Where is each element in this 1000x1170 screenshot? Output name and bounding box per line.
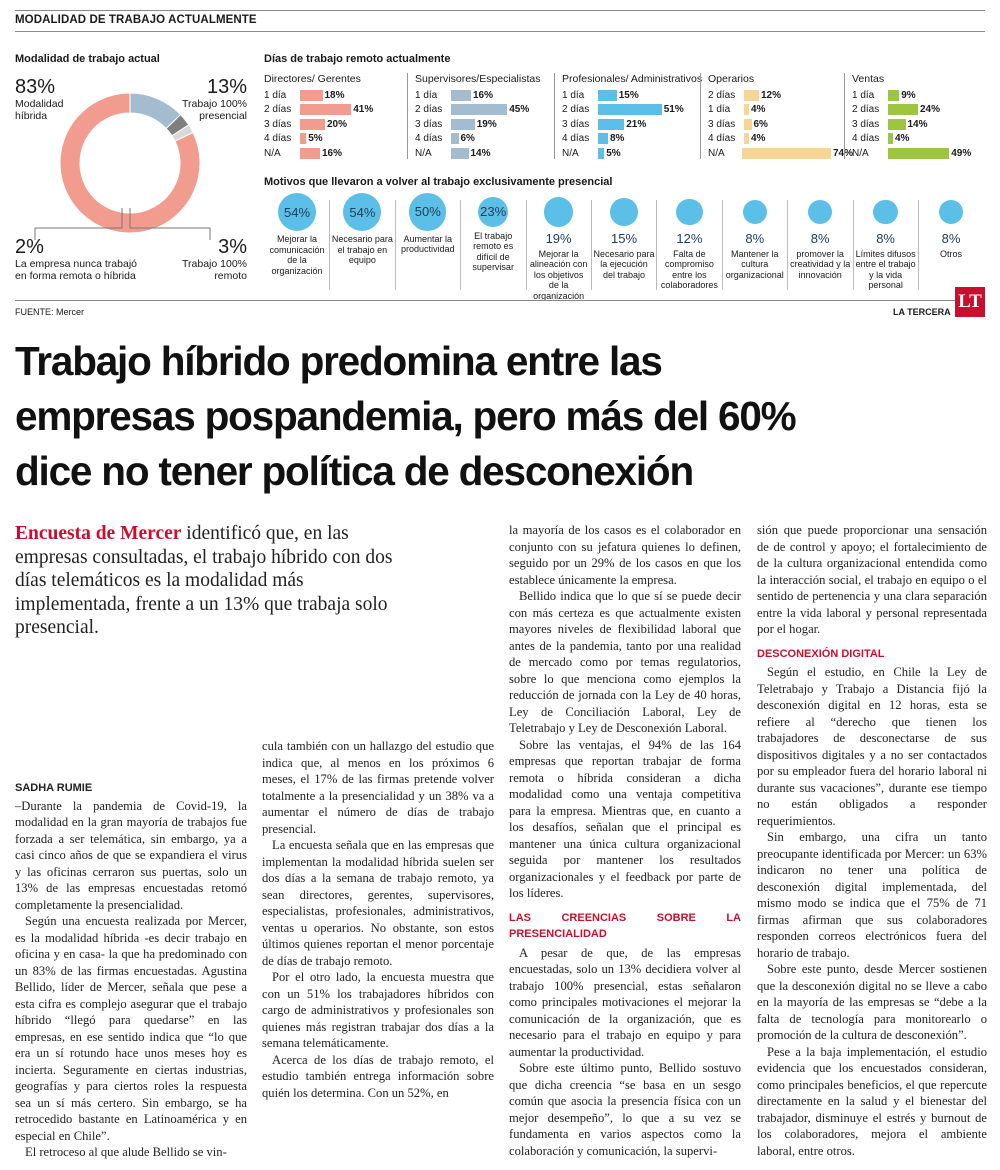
motive-divider (853, 200, 854, 290)
motive-divider (329, 200, 330, 290)
remote-bar (888, 148, 949, 159)
motive-divider (526, 200, 527, 290)
article-paragraph: Sobre las ventajas, el 94% de las 164 empresas que reportan trabajar de forma remota o híbrida consideran a dicha modalidad como una ventaja competitiva para la empresa. Mientras que, en cuanto a los desafíos, señalan que el principal es mantener una única cultura organizacional seguida por mantener los resultados organizacionales y el feedback por parte de los líderes. (509, 737, 741, 900)
remote-bar (888, 133, 893, 144)
donut-label-presencial-1: Trabajo 100% (182, 98, 247, 110)
remote-bar (888, 90, 899, 101)
headline (15, 334, 985, 499)
remote-bar (300, 133, 306, 144)
remote-row-label: N/A (852, 147, 869, 159)
remote-bar (598, 90, 617, 101)
lede-rest: identificó que, en las empresas consultadas, el trabajo híbrido con dos días telemáticos es la modalidad más implementada, frente a un 13% que trabaja solo presencial. (15, 523, 393, 638)
remote-row-label: 2 días (264, 104, 292, 116)
remote-group (852, 73, 997, 161)
donut-label-hybrid-2: híbrida (15, 110, 48, 122)
motive-divider (460, 200, 461, 290)
remote-bar (451, 133, 459, 144)
remote-row (708, 88, 853, 103)
remote-bar-value: 6% (753, 118, 768, 130)
remote-row-label: 4 días (852, 133, 880, 145)
remote-row-label: N/A (415, 147, 432, 159)
donut-pct-never: 2% (15, 236, 44, 258)
column-2 (262, 738, 494, 1101)
motive-bubble (478, 197, 508, 227)
remote-bar (598, 148, 604, 159)
motive-pct: 50% (414, 204, 441, 220)
remote-bar (300, 90, 323, 101)
remote-bar (888, 119, 906, 130)
remote-bar-value: 8% (610, 133, 625, 145)
donut-label-never-2: en forma remota o híbrida (15, 270, 136, 282)
remote-row-label: 2 días (415, 104, 443, 116)
remote-bar-value: 49% (951, 147, 972, 159)
motive-item (462, 193, 524, 273)
article-paragraph: cula también con un hallazgo del estudio que indica que, al menos en los próximos 6 meses, el 17% de las firmas pretende volver totalmente a la presencialidad y un 38% va a aumentar el número de días de trabajo presencial. (262, 739, 494, 836)
motive-pct: 8% (745, 230, 765, 246)
motive-divider (395, 200, 396, 290)
remote-group (264, 73, 409, 161)
motive-text: Otros (939, 248, 962, 259)
remote-row-label: 2 días (708, 89, 736, 101)
remote-bar-value: 21% (626, 118, 647, 130)
byline: SADHA RUMIE (15, 782, 93, 794)
leader-line-never (35, 208, 122, 240)
remote-row (852, 88, 997, 103)
headline-line-2: empresas pospandemia, pero más del 60% (15, 393, 796, 439)
remote-bar (742, 148, 831, 159)
motive-bubble (676, 199, 702, 225)
remote-bar (744, 104, 749, 115)
remote-row (852, 117, 997, 132)
remote-row (264, 117, 409, 132)
remote-row-label: N/A (708, 147, 725, 159)
column-3 (509, 522, 741, 1159)
motive-text: Mantener la cultura organizacional (725, 248, 784, 280)
remote-bar (744, 133, 749, 144)
remote-row-label: 1 día (852, 89, 875, 101)
article-paragraph: Sobre este último punto, Bellido sostuvo que dicha creencia “se basa en un sesgo común que asocia la presencia física con un mejor desempeño”, lo que a su vez se fundamenta en varios aspectos como la colaboración y comunicación, la supervi- (509, 1061, 741, 1158)
remote-group-title: Ventas (852, 73, 885, 85)
article-paragraph: la mayoría de los casos es el colaborador en conjunto con su jefatura quienes lo definen, seguido por un 29% de los casos en que los establece únicamente la empresa. (509, 523, 741, 587)
group-divider (407, 73, 408, 159)
remote-row (562, 132, 707, 147)
motive-item (658, 193, 720, 291)
motive-text: Aumentar la productividad (401, 233, 455, 255)
article-paragraph: Pese a la baja implementación, el estudio evidencia que los encuestados consideran, como principales beneficios, el que repercute directamente en la salud y el bienestar del trabajador, disminuye el estrés y burnout de los colaboradores, mejora el ambiente laboral, entre otros. (757, 1044, 987, 1158)
motive-bubble (409, 193, 446, 230)
remote-row (415, 132, 560, 147)
motive-pct: 23% (480, 204, 507, 220)
remote-row (852, 146, 997, 161)
lede (15, 522, 405, 640)
motive-bubble (610, 198, 638, 226)
motive-pct: 12% (676, 230, 703, 246)
article-paragraph: Sin embargo, una cifra un tanto preocupante identificada por Mercer: un 63% indicaron no tener una política de desconexión digital implementada, del mismo modo se indica que el 75% de 71 firmas afirman que sus colaboradores responden correos electrónicos fuera del horario de trabajo. (757, 830, 987, 960)
motive-item (789, 193, 851, 280)
column-4 (757, 522, 987, 1159)
section-title: MODALIDAD DE TRABAJO ACTUALMENTE (15, 14, 257, 26)
remote-row-label: 3 días (852, 118, 880, 130)
remote-row-label: 4 días (562, 133, 590, 145)
headline-line-1: Trabajo híbrido predomina entre las (15, 338, 662, 384)
donut-pct-remoto: 3% (218, 236, 247, 258)
remote-bar-value: 6% (460, 133, 475, 145)
motive-pct: 19% (545, 230, 572, 246)
motive-pct: 8% (941, 230, 961, 246)
subhead-desconexion: DESCONEXIÓN DIGITAL (757, 647, 885, 660)
remote-group (708, 73, 853, 161)
remote-bar (300, 148, 320, 159)
motive-bubble (939, 200, 963, 224)
remote-row-label: 1 día (415, 89, 438, 101)
remote-row (562, 103, 707, 118)
remote-bar (888, 104, 918, 115)
remote-row (852, 103, 997, 118)
remote-group-title: Operarios (708, 73, 755, 85)
remote-bar (744, 119, 752, 130)
donut-leaders (0, 0, 260, 300)
source-rule (15, 300, 985, 301)
remote-row (415, 88, 560, 103)
remote-bar (300, 104, 351, 115)
remote-group-title: Supervisores/Especialistas (415, 73, 541, 85)
remote-bar (598, 133, 608, 144)
motive-bubble (808, 200, 832, 224)
motive-text: Falta de compromiso entre los colaboradores (660, 248, 718, 291)
remote-bar-value: 15% (618, 89, 639, 101)
remote-bar-value: 9% (901, 89, 916, 101)
la-tercera-logo: LT (955, 287, 985, 317)
remote-row (708, 132, 853, 147)
motive-text: Límites difusos entre el trabajo y la vida personal (855, 248, 916, 291)
remote-row-label: 4 días (264, 133, 292, 145)
remote-bar-value: 5% (606, 147, 621, 159)
motive-item (855, 193, 917, 291)
motive-pct: 15% (610, 230, 638, 246)
remote-bar-value: 4% (751, 133, 766, 145)
remote-bar (451, 148, 469, 159)
remote-bar-value: 5% (308, 133, 323, 145)
motive-divider (722, 200, 723, 290)
remote-row (415, 117, 560, 132)
remote-bar-value: 18% (324, 89, 345, 101)
remote-row (852, 132, 997, 147)
article-paragraph: Acerca de los días de trabajo remoto, el estudio también entrega información sobre quién los determina. Con un 52%, en (262, 1052, 494, 1100)
remote-days-title: Días de trabajo remoto actualmente (264, 53, 451, 65)
motive-pct: 54% (349, 204, 376, 220)
remote-group-title: Directores/ Gerentes (264, 73, 361, 85)
remote-bar-value: 45% (509, 104, 530, 116)
lede-lead: Encuesta de Mercer (15, 523, 182, 544)
motive-text: Necesario para el trabajo en equipo (331, 234, 393, 265)
remote-row-label: 4 días (708, 133, 736, 145)
remote-row (264, 103, 409, 118)
remote-row (264, 132, 409, 147)
remote-bar-value: 20% (327, 118, 348, 130)
motive-item (397, 193, 459, 255)
remote-bar-value: 4% (895, 133, 910, 145)
article-paragraph: Según el estudio, en Chile la Ley de Teletrabajo y Trabajo a Distancia fijó la desconexión digital en 12 horas, esta se refiere al “derecho que tienen los trabajadores de desconectarse de sus dispositivos digitales y a no ser contactados por su empleador fuera del horario laboral ni durante sus vacaciones”, durante ese tiempo no están obligados a responder requerimientos. (757, 665, 987, 828)
donut-label-remoto-2: remoto (214, 270, 247, 282)
remote-bar-value: 41% (353, 104, 374, 116)
subhead-creencias: LAS CREENCIAS SOBRE LA PRESENCIALIDAD (509, 911, 741, 940)
remote-bar (744, 90, 759, 101)
remote-bar-value: 24% (920, 104, 941, 116)
remote-group (562, 73, 707, 161)
remote-bar-value: 12% (761, 89, 782, 101)
remote-row (415, 146, 560, 161)
leader-line-remoto (130, 208, 210, 240)
motive-item (593, 193, 655, 280)
motive-pct: 8% (810, 230, 830, 246)
remote-row (415, 103, 560, 118)
remote-group (415, 73, 560, 161)
donut-pct-presencial: 13% (206, 76, 247, 98)
source-label: FUENTE: Mercer (15, 307, 85, 317)
remote-row-label: 3 días (415, 118, 443, 130)
motives-title: Motivos que llevaron a volver al trabajo exclusivamente presencial (264, 176, 613, 188)
remote-group-title: Profesionales/ Administrativos (562, 73, 703, 85)
motive-divider (787, 200, 788, 290)
brand-label: LA TERCERA (893, 307, 951, 317)
remote-row (264, 146, 409, 161)
remote-row-label: N/A (562, 147, 579, 159)
article-paragraph: A pesar de que, de las empresas encuestadas, solo un 13% decidiera volver al trabajo 100% presencial, estas señalaron como principales motivaciones el mejorar la comunicación de la organización, que es necesario para el trabajo en equipo y para aumentar la productividad. (509, 945, 741, 1059)
remote-bar-value: 4% (751, 104, 766, 116)
remote-bar-value: 14% (907, 118, 928, 130)
donut-label-remoto-1: Trabajo 100% (182, 258, 247, 270)
remote-row (264, 88, 409, 103)
remote-bar (598, 119, 624, 130)
motive-item (266, 193, 328, 276)
remote-row (562, 146, 707, 161)
donut-label-presencial-2: presencial (199, 110, 247, 122)
group-divider (700, 73, 701, 159)
remote-bar-value: 14% (470, 147, 491, 159)
remote-row (708, 146, 853, 161)
motive-divider (656, 200, 657, 290)
motive-item (528, 193, 590, 301)
remote-bar-value: 51% (663, 104, 684, 116)
article-paragraph: Sobre este punto, desde Mercer sostienen que la desconexión digital no se lleve a cabo en la mayoría de las empresas se “debe a la falta de tecnología para monitorearlo o promoción de la cultura de desconexión”. (757, 962, 987, 1042)
remote-row (708, 103, 853, 118)
motive-text: Mejorar la comunicación de la organización (269, 234, 325, 276)
motive-divider (918, 200, 919, 290)
remote-row-label: 2 días (562, 104, 590, 116)
article-paragraph: sión que puede proporcionar una sensación de de control y apoyo; el fortalecimiento de de la cultura organizacional entendida como la interacción social, el trabajo en equipo o el sentido de pertenencia y una clara separación entre la vida laboral y personal representada por el hogar. (757, 523, 987, 636)
motive-bubble (743, 200, 767, 224)
remote-bar-value: 16% (473, 89, 494, 101)
motive-pct: 8% (876, 230, 895, 246)
remote-bar (300, 119, 325, 130)
remote-row-label: 4 días (415, 133, 443, 145)
article-paragraph: Según una encuesta realizada por Mercer, es la modalidad híbrida -es decir trabajo en oficina y en casa- la que ha predominado con un 83% de las firmas encuestadas. Agustina Bellido, líder de Mercer, señala que pese a esta cifra es complejo asegurar que el trabajo híbrido “llegó para quedarse” en las empresas, en ese sentido indica que “lo que era un sí rotundo hace unos meses hoy es incierta. Seguramente en ciertas industrias, geografías y para ciertos roles la respuesta sea un sí más certero. Sin embargo, se ha retrocedido bastante en Latinoamérica y en especial en Chile”. (15, 914, 247, 1143)
column-1 (15, 780, 247, 1161)
article-paragraph: El retroceso al que alude Bellido se vin- (25, 1145, 227, 1159)
donut-label-never-1: La empresa nunca trabajó (15, 258, 137, 270)
article-paragraph: Bellido indica que lo que sí se puede decir con más certeza es que actualmente existen mayores niveles de flexibilidad laboral que antes de la pandemia, tanto por una realidad de mercado como por temas regulatorios, sobre lo que menciona como ejemplos la reducción de jornada con la Ley de 40 horas, Ley de Conciliación Laboral, Ley de Teletrabajo y Ley de Desconexión Laboral. (509, 589, 741, 735)
motive-item (920, 193, 982, 259)
motive-item (331, 193, 393, 266)
group-divider (554, 73, 555, 159)
remote-row-label: N/A (264, 147, 281, 159)
motive-pct: 54% (283, 204, 311, 220)
motive-text: El trabajo remoto es difícil de supervisar (472, 230, 514, 273)
remote-row-label: 3 días (264, 118, 292, 130)
article-paragraph: –Durante la pandemia de Covid-19, la modalidad en la gran mayoría de trabajos fue forzada a ser telemática, sin embargo, ya a casi cinco años de que se expandiera el virus y las oficinas cerraron sus puertas, solo un 13% de las empresas encuestadas retomó completamente la presencialidad. (15, 798, 247, 912)
motive-bubble (544, 197, 573, 226)
remote-row (708, 117, 853, 132)
motive-text: promover la creatividad y la innovación (790, 248, 851, 280)
remote-row-label: 3 días (562, 118, 590, 130)
donut-pct-hybrid: 83% (15, 76, 56, 98)
donut-label-hybrid-1: Modalidad (15, 98, 64, 110)
remote-bar (598, 104, 662, 115)
motive-text: Necesario para la ejecución del trabajo (593, 248, 655, 280)
remote-row-label: 1 día (562, 89, 585, 101)
remote-row-label: 1 día (264, 89, 287, 101)
motive-bubble (278, 193, 316, 231)
remote-row-label: 2 días (852, 104, 880, 116)
remote-bar (451, 119, 475, 130)
headline-line-3: dice no tener política de desconexión (15, 448, 694, 494)
remote-bar-value: 16% (322, 147, 343, 159)
motive-bubble (873, 200, 897, 224)
remote-bar (451, 104, 507, 115)
article-paragraph: Por el otro lado, la encuesta muestra que con un 51% los trabajadores híbridos con cargo de administrativos y profesionales son quienes más registran trabajar dos días a la semana telemáticamente. (262, 970, 494, 1050)
remote-row-label: 3 días (708, 118, 736, 130)
article-paragraph: La encuesta señala que en las empresas que implementan la modalidad híbrida suelen ser dos días a la semana de trabajo remoto, ya sean directores, gerentes, supervisores, especialistas, profesionales, administrativos, ventas u operarios. No obstante, son estos últimos quienes reportan el menor porcentaje de días de trabajo remoto. (262, 838, 494, 968)
group-divider (844, 73, 845, 159)
remote-row (562, 88, 707, 103)
motive-bubble (343, 193, 381, 231)
motive-text: Mejorar la alineación con los objetivos de la organización (529, 248, 588, 301)
motive-item (724, 193, 786, 280)
donut-title: Modalidad de trabajo actual (15, 53, 160, 65)
motive-divider (591, 200, 592, 290)
remote-bar (451, 90, 471, 101)
remote-row-label: 1 día (708, 104, 731, 116)
remote-row (562, 117, 707, 132)
remote-bar-value: 19% (476, 118, 497, 130)
remote-bar-value: 74% (832, 147, 853, 159)
